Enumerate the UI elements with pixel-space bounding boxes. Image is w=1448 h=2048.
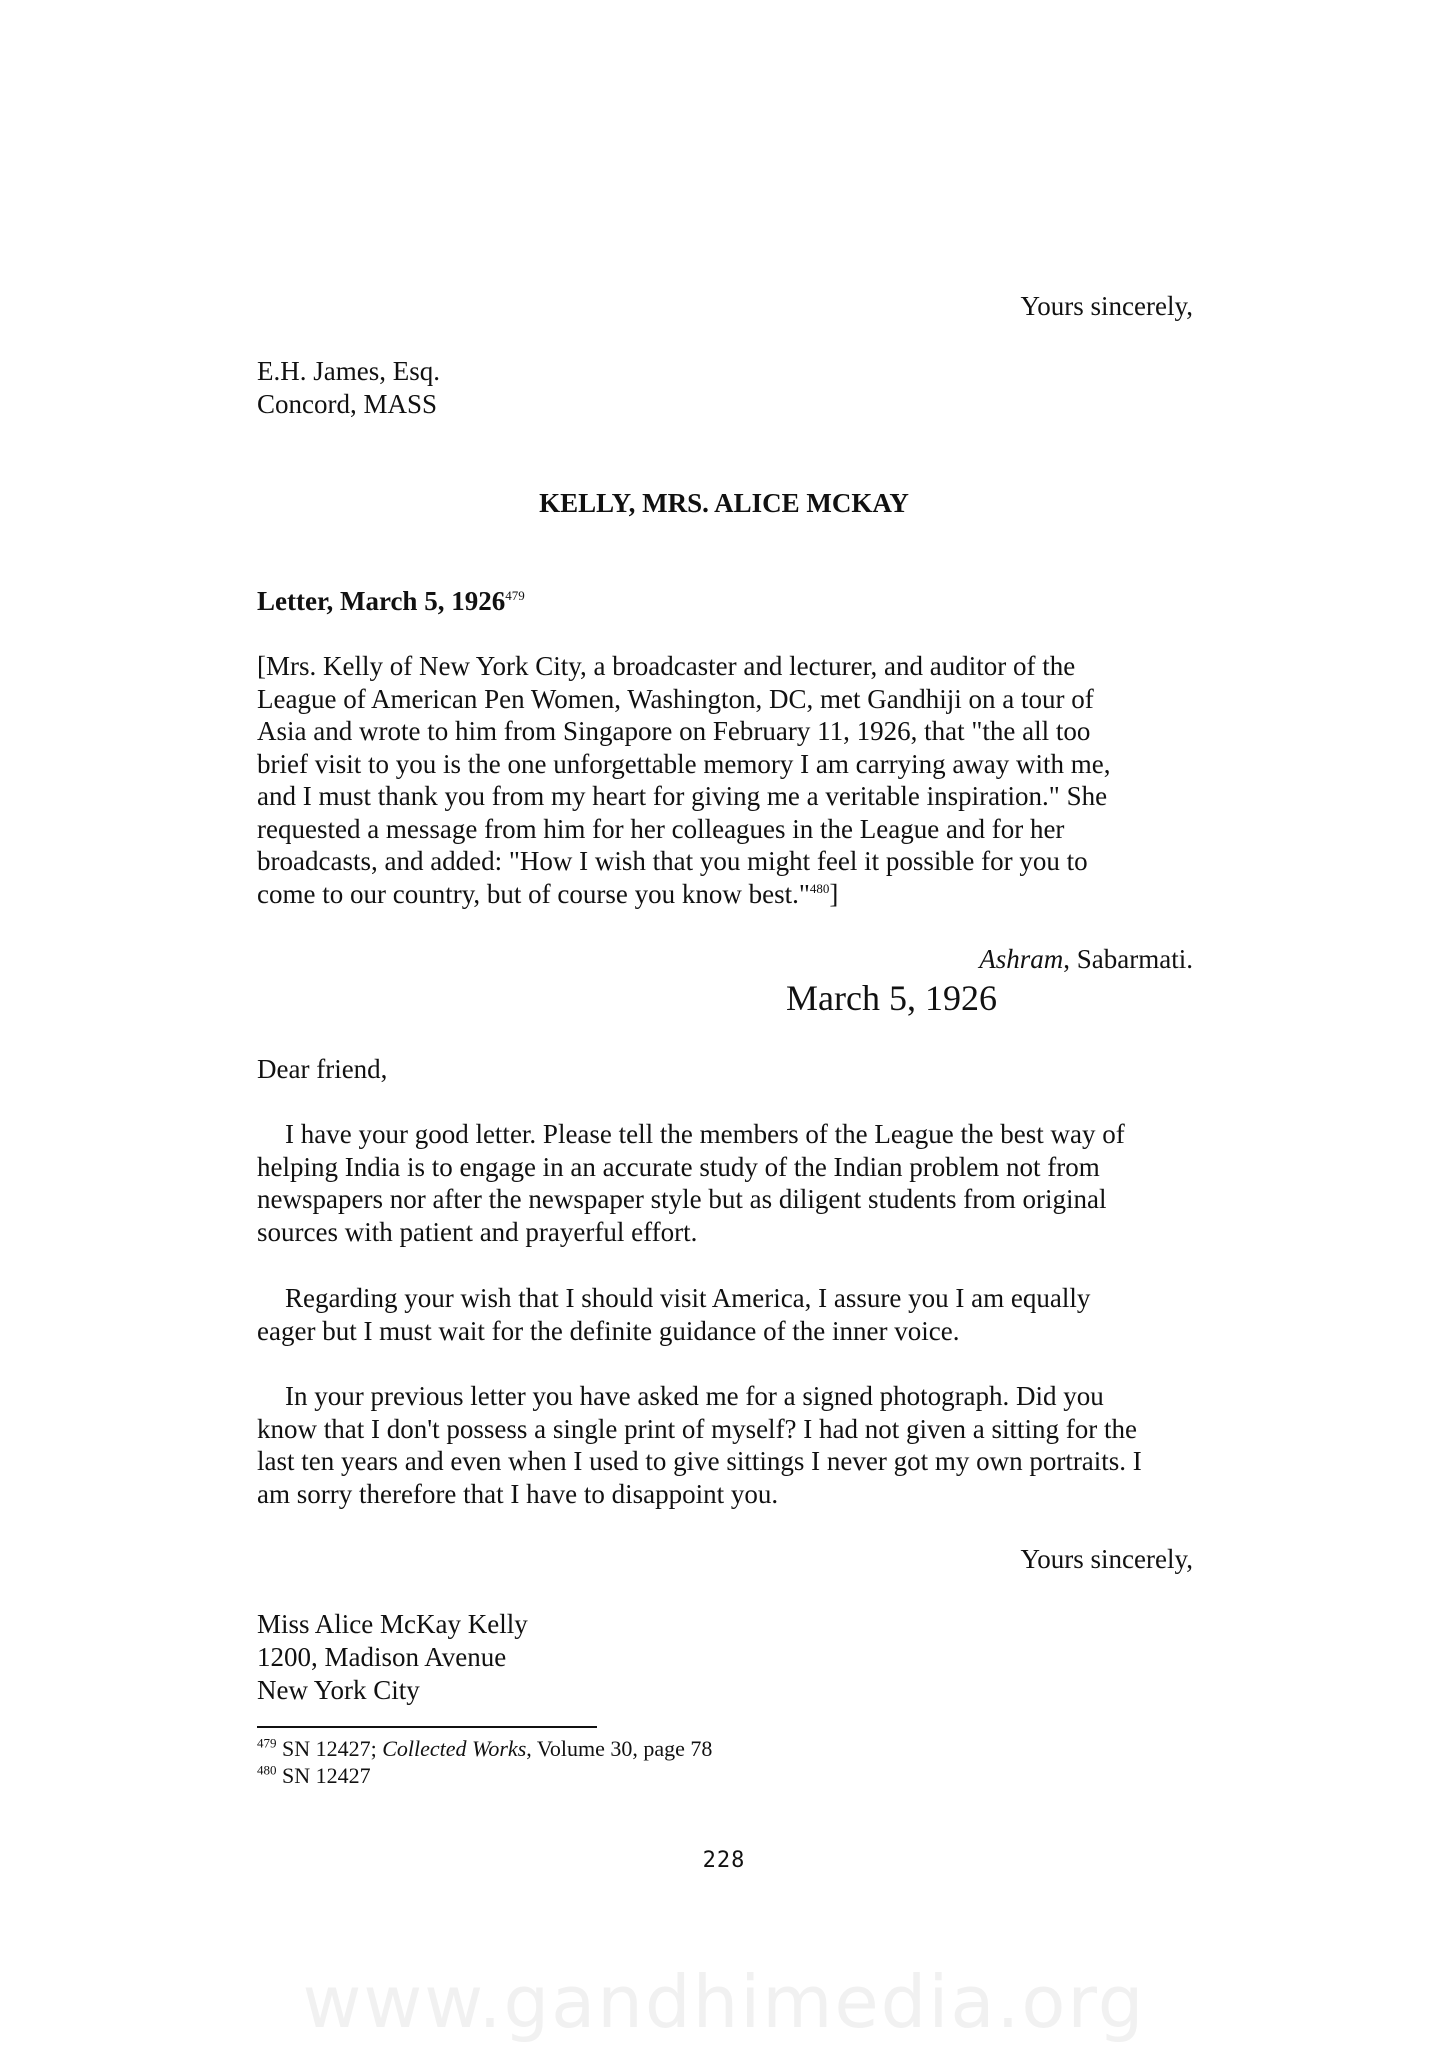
- watermark: www.gandhimedia.org: [302, 1960, 1146, 2044]
- footnote-italic: Collected Works: [382, 1736, 527, 1761]
- body-paragraph-3: [257, 1380, 1197, 1510]
- footnote-ref-479: 479: [505, 588, 525, 603]
- intro-line: brief visit to you is the one unforgettable memory I am carrying away with me,: [257, 748, 1111, 779]
- footnote-post: , Volume 30, page 78: [526, 1736, 713, 1761]
- intro-last-line-text: come to our country, but of course you know best.": [257, 878, 810, 909]
- first-recipient-line2: Concord, MASS: [257, 389, 438, 419]
- footnote-divider: [257, 1726, 597, 1728]
- footnote-ref-480: 480: [809, 880, 830, 896]
- letter-heading-text: Letter, March 5, 1926: [257, 586, 506, 616]
- intro-line: and I must thank you from my heart for giving me a veritable inspiration." She: [257, 781, 1108, 811]
- body-line: am sorry therefore that I have to disappoint you.: [257, 1478, 779, 1509]
- intro-line: League of American Pen Women, Washington, DC, met Gandhiji on a tour of: [257, 683, 1094, 714]
- intro-last-line: [257, 878, 1197, 911]
- intro-last-line-end: ]: [829, 878, 839, 909]
- footnote-480: [257, 1763, 371, 1789]
- footnote-pre: SN 12427;: [276, 1736, 383, 1761]
- second-recipient-line2: 1200, Madison Avenue: [257, 1642, 507, 1672]
- section-heading: KELLY, MRS. ALICE MCKAY: [539, 488, 909, 518]
- salutation: Dear friend,: [257, 1054, 388, 1084]
- body-line: last ten years and even when I used to give sittings I never got my own portraits. I: [257, 1446, 1142, 1476]
- place-italic: Ashram: [979, 944, 1064, 974]
- body-line: I have your good letter. Please tell the members of the League the best way of: [285, 1119, 1125, 1149]
- footnote-479: [257, 1736, 712, 1762]
- body-line: helping India is to engage in an accurate study of the Indian problem not from: [257, 1151, 1100, 1182]
- body-line: sources with patient and prayerful effort.: [257, 1216, 698, 1247]
- intro-line: broadcasts, and added: "How I wish that you might feel it possible for you to: [257, 846, 1088, 876]
- body-paragraph-2: [257, 1282, 1197, 1347]
- body-line: eager but I must wait for the definite guidance of the inner voice.: [257, 1315, 960, 1346]
- intro-line: [Mrs. Kelly of New York City, a broadcaster and lecturer, and auditor of the: [257, 651, 1076, 681]
- bottom-closing: Yours sincerely,: [1020, 1544, 1193, 1574]
- page-number: 228: [702, 1848, 746, 1873]
- body-paragraph-1: [257, 1118, 1197, 1248]
- body-line: know that I don't possess a single print of myself? I had not given a sitting for the: [257, 1413, 1137, 1444]
- footnote-number: 479: [257, 1735, 277, 1751]
- footnote-number: 480: [257, 1762, 277, 1778]
- place-rest: , Sabarmati.: [1063, 944, 1193, 974]
- intro-line: requested a message from him for her colleagues in the League and for her: [257, 813, 1065, 844]
- letter-date: March 5, 1926: [786, 978, 997, 1018]
- body-line: Regarding your wish that I should visit America, I assure you I am equally: [285, 1283, 1091, 1313]
- second-recipient-line1: Miss Alice McKay Kelly: [257, 1609, 528, 1639]
- footnote-pre: SN 12427: [276, 1763, 371, 1788]
- body-line: In your previous letter you have asked me for a signed photograph. Did you: [285, 1381, 1104, 1411]
- first-recipient-line1: E.H. James, Esq.: [257, 356, 440, 386]
- second-recipient-line3: New York City: [257, 1675, 420, 1705]
- letter-heading: [257, 585, 525, 618]
- top-closing: Yours sincerely,: [1020, 291, 1193, 321]
- intro-paragraph: [257, 650, 1197, 910]
- body-line: newspapers nor after the newspaper style but as diligent students from original: [257, 1184, 1107, 1214]
- place-line: [979, 943, 1193, 976]
- intro-line: Asia and wrote to him from Singapore on February 11, 1926, that "the all too: [257, 716, 1091, 746]
